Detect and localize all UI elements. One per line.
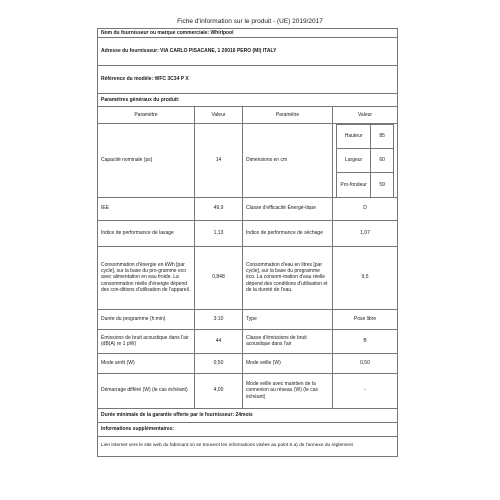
model-row	[98, 66, 398, 94]
dimensions-values	[333, 124, 398, 198]
table-row	[98, 197, 398, 220]
noise-class-label: Classe d'émissions de bruit acoustique dans l'air	[243, 329, 333, 353]
delay-start-label: Démarrage différé (W) (le cas échéant)	[98, 373, 195, 408]
dimensions-label: Dimensions en cm	[243, 124, 333, 198]
height-value: 85	[371, 125, 394, 149]
table-row	[98, 124, 398, 198]
noise-class-value: B	[333, 329, 398, 353]
width-label: Largeur	[337, 149, 371, 173]
networked-standby-label: Mode veille avec maintien de la connexion au réseau (W) (le cas échéant)	[243, 373, 333, 408]
delay-start-value: 4,00	[195, 373, 243, 408]
model-reference: Référence du modèle: WFC 3C34 P X	[98, 66, 398, 94]
water-consumption-label: Consommation d'eau en litres [par cycle], sur la base du programme éco. La consom-mation d'eau réelle dépend des conditions d'utilisation et de la dureté de l'eau.	[243, 246, 333, 309]
additional-info-row	[98, 422, 398, 436]
cleaning-performance-value: 1,13	[195, 220, 243, 246]
off-mode-label: Mode arrêt (W)	[98, 353, 195, 373]
standby-value: 0,50	[333, 353, 398, 373]
address-row	[98, 38, 398, 66]
type-label: Type	[243, 309, 333, 329]
noise-emission-value: 44	[195, 329, 243, 353]
energy-consumption-label: Consommation d'énergie en kWh [par cycle], sur la base du pro-gramme eco avec alimentation en eau froide. La consommation réelle d'énergie dépend des con-ditions d'utilisation de l'appareil.	[98, 246, 195, 309]
general-params-heading: Paramètres généraux du produit:	[98, 94, 398, 107]
additional-info-heading: Informations supplémentaires:	[98, 422, 398, 436]
width-value: 60	[371, 149, 394, 173]
noise-emission-label: Émissions de bruit acoustique dans l'air (dB(A) re 1 pW)	[98, 329, 195, 353]
col-header-value-2: Valeur	[333, 107, 398, 124]
warranty-row	[98, 408, 398, 422]
general-params-row	[98, 94, 398, 107]
table-row	[98, 220, 398, 246]
supplier-name: Nom du fournisseur ou marque commerciale: Whirlpool	[98, 29, 398, 38]
table-row	[98, 353, 398, 373]
capacity-value: 14	[195, 124, 243, 198]
table-row	[98, 329, 398, 353]
cleaning-performance-label: Indice de performance de lavage	[98, 220, 195, 246]
programme-duration-value: 3:10	[195, 309, 243, 329]
depth-label: Pro-fondeur	[337, 173, 371, 197]
type-value: Pose libre	[333, 309, 398, 329]
drying-performance-value: 1,07	[333, 220, 398, 246]
manufacturer-link-text: Lien internet vers le site web du fabricant où se trouvent les informations visées au point 6 a) de l'annexe du règlement	[98, 436, 398, 456]
off-mode-value: 0,50	[195, 353, 243, 373]
supplier-row	[98, 29, 398, 38]
iee-value: 49,9	[195, 197, 243, 220]
column-header-row	[98, 107, 398, 124]
document-title: Fiche d'information sur le produit - (UE) 2019/2017	[177, 18, 323, 25]
product-info-sheet	[97, 28, 398, 457]
capacity-label: Capacité nominale (ps)	[98, 124, 195, 198]
link-row	[98, 436, 398, 456]
col-header-param-1: Paramètre	[98, 107, 195, 124]
col-header-param-2: Paramètre	[243, 107, 333, 124]
drying-performance-label: Indice de performance de séchage	[243, 220, 333, 246]
iee-label: IEE	[98, 197, 195, 220]
networked-standby-value: -	[333, 373, 398, 408]
programme-duration-label: Durée du programme (h:min)	[98, 309, 195, 329]
energy-consumption-value: 0,848	[195, 246, 243, 309]
warranty-text: Durée minimale de la garantie offerte par le fournisseur: 24mois	[98, 408, 398, 422]
energy-class-label: Classe d'efficacité Énergé-tique	[243, 197, 333, 220]
height-label: Hauteur	[337, 125, 371, 149]
energy-class-value: D	[333, 197, 398, 220]
col-header-value-1: Valeur	[195, 107, 243, 124]
dimensions-subtable	[336, 124, 394, 197]
table-row	[98, 309, 398, 329]
water-consumption-value: 9,5	[333, 246, 398, 309]
supplier-address: Adresse du fournisseur: VIA CARLO PISACANE, 1 20016 PERO (MI) ITALY	[98, 38, 398, 66]
standby-label: Mode veille (W)	[243, 353, 333, 373]
table-row	[98, 246, 398, 309]
table-row	[98, 373, 398, 408]
depth-value: 59	[371, 173, 394, 197]
